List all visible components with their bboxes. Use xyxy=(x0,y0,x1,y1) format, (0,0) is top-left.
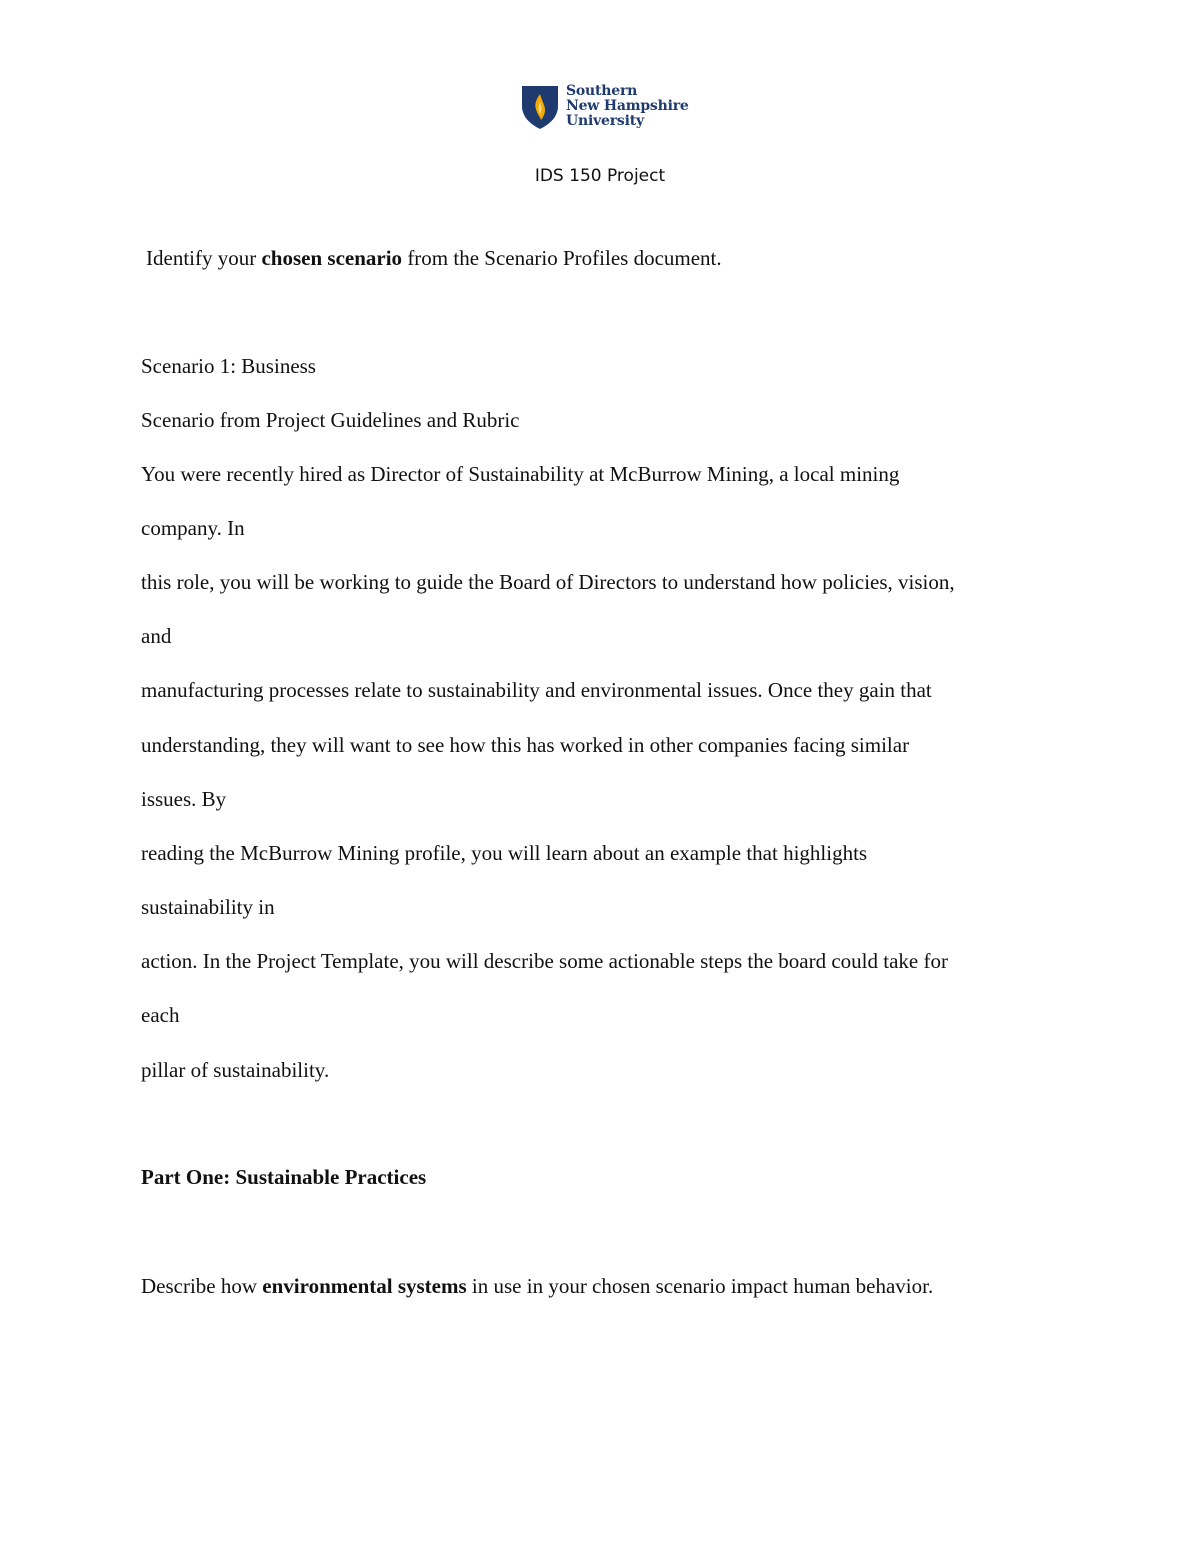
scenario-line: and xyxy=(141,624,172,648)
prompt2-text-before: Describe how xyxy=(141,1274,263,1298)
part-one-heading: Part One: Sustainable Practices xyxy=(141,1165,427,1189)
logo-wordmark xyxy=(566,84,689,129)
scenario-line: issues. By xyxy=(141,787,227,811)
shield-flame-icon xyxy=(520,84,560,130)
scenario-line: action. In the Project Template, you will describe some actionable steps the board could take for xyxy=(141,949,948,973)
scenario-label: Scenario 1: Business xyxy=(141,354,316,378)
logo-line-1: Southern xyxy=(566,83,638,99)
document-title: IDS 150 Project xyxy=(534,166,666,186)
logo-line-3: University xyxy=(566,113,644,129)
logo-line-2: New Hampshire xyxy=(566,98,689,114)
scenario-line: company. In xyxy=(141,516,245,540)
scenario-line: reading the McBurrow Mining profile, you will learn about an example that highlights xyxy=(141,841,868,865)
scenario-line: manufacturing processes relate to sustainability and environmental issues. Once they gain that xyxy=(141,678,932,702)
scenario-line: sustainability in xyxy=(141,895,275,919)
scenario-line: this role, you will be working to guide the Board of Directors to understand how policies, vision, xyxy=(141,570,955,594)
prompt1-text-before: Identify your xyxy=(146,246,262,270)
prompt1-bold: chosen scenario xyxy=(261,246,403,270)
prompt-environmental-systems xyxy=(141,1274,933,1299)
prompt2-bold: environmental systems xyxy=(262,1274,467,1298)
scenario-line: pillar of sustainability. xyxy=(141,1058,330,1082)
university-logo xyxy=(520,84,689,130)
scenario-line: each xyxy=(141,1003,180,1027)
scenario-source: Scenario from Project Guidelines and Rubric xyxy=(141,408,520,432)
scenario-line: You were recently hired as Director of Sustainability at McBurrow Mining, a local mining xyxy=(141,462,900,486)
prompt-chosen-scenario xyxy=(146,246,722,271)
prompt2-text-after: in use in your chosen scenario impact human behavior. xyxy=(466,1274,934,1298)
prompt1-text-after: from the Scenario Profiles document. xyxy=(402,246,722,270)
scenario-line: understanding, they will want to see how this has worked in other companies facing similar xyxy=(141,733,910,757)
